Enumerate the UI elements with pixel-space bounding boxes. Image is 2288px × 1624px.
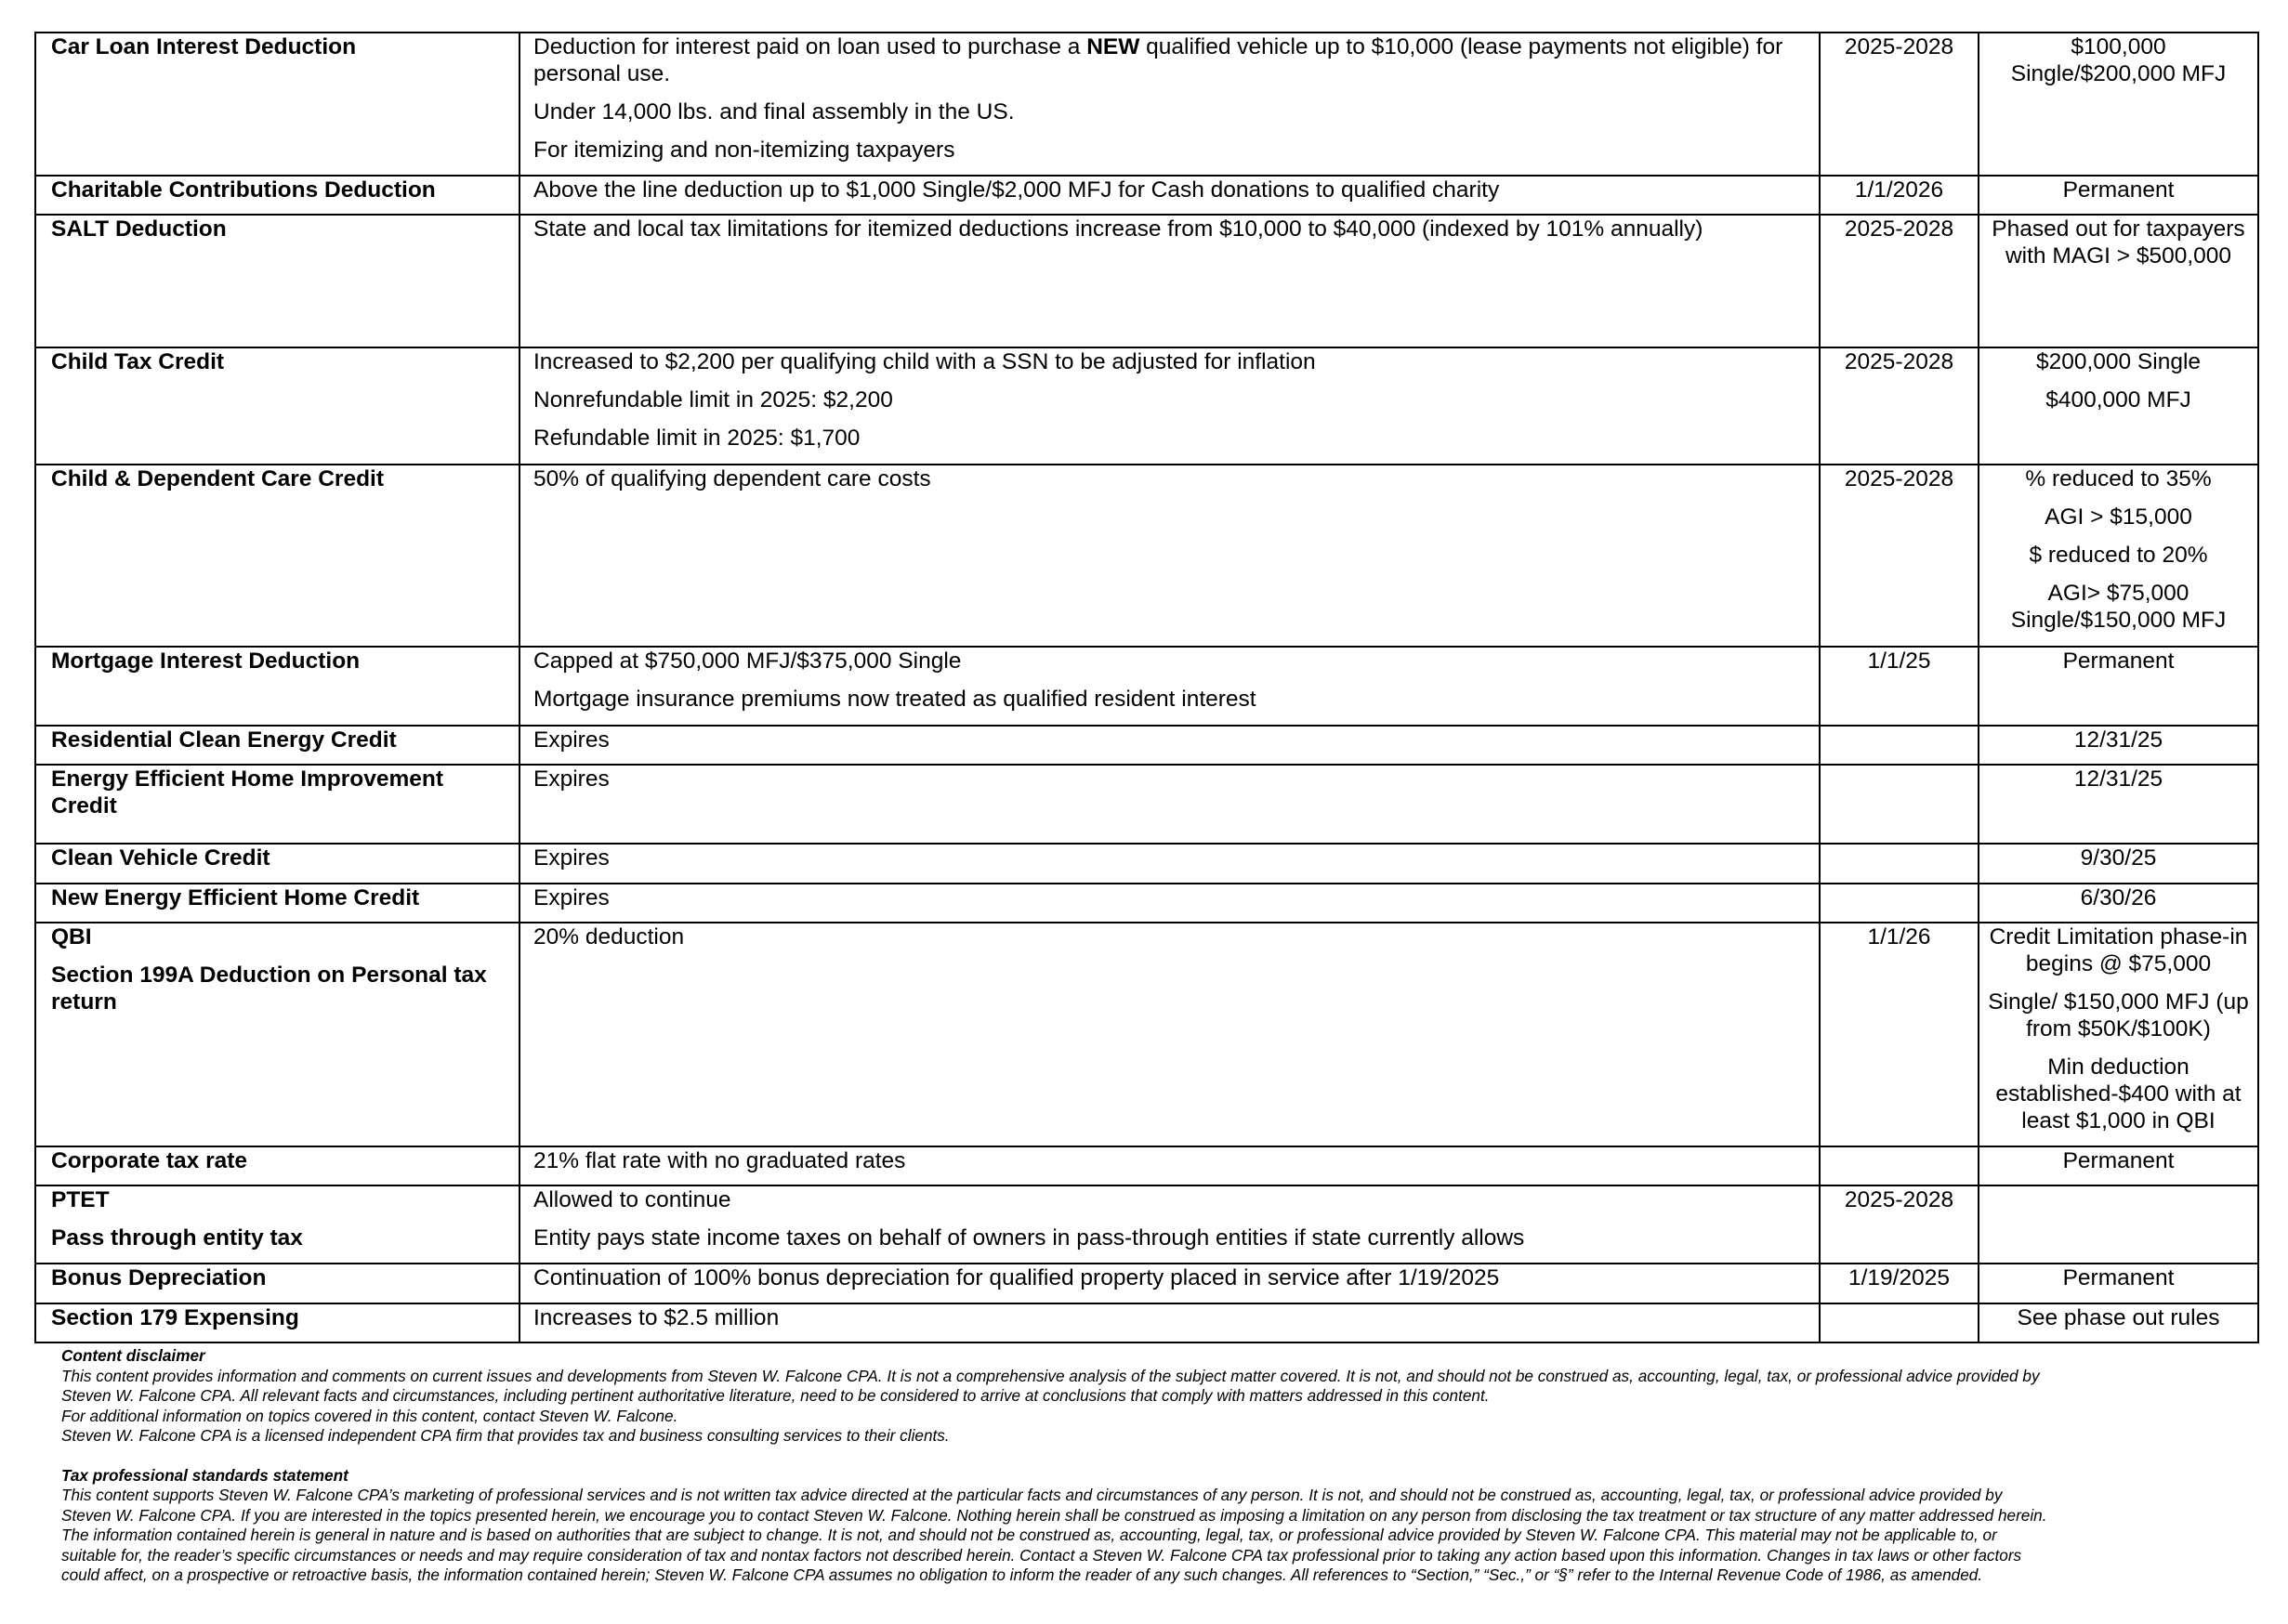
provision-name-cell xyxy=(35,347,519,465)
provision-name-cell xyxy=(35,1264,519,1303)
provision-name-text: Child & Dependent Care Credit xyxy=(51,466,385,491)
table-row xyxy=(35,176,2258,215)
tax-provisions-table xyxy=(34,32,2259,1343)
provision-description-text xyxy=(533,33,1806,87)
provision-description-text: Above the line deduction up to $1,000 Single/$2,000 MFJ for Cash donations to qualified charity xyxy=(533,177,1500,203)
footer xyxy=(61,1346,2245,1586)
table-row xyxy=(35,765,2258,844)
provision-name-text: Car Loan Interest Deduction xyxy=(51,34,357,59)
provision-description-cell xyxy=(519,726,1820,765)
standards-line: This content supports Steven W. Falcone CPA’s marketing of professional services and is not written tax advice directed at the particular facts and circumstances of any person. It is not, and should not be construed as, accounting, legal, tax, or professional advice provided by xyxy=(61,1486,2003,1504)
provision-limit-text: Permanent xyxy=(2062,1148,2175,1173)
provision-name-cell xyxy=(35,765,519,844)
provision-effective-date-text: 2025-2028 xyxy=(1844,466,1954,491)
provision-limit-cell xyxy=(1979,176,2258,215)
provision-limit-text: 6/30/26 xyxy=(2080,885,2157,910)
provision-limit-cell xyxy=(1979,33,2258,176)
provision-name-text: Section 179 Expensing xyxy=(51,1305,299,1330)
provision-effective-date-text: 1/19/2025 xyxy=(1848,1265,1950,1290)
provision-limit-cell xyxy=(1979,884,2258,923)
provision-description-cell xyxy=(519,884,1820,923)
provision-name-text: Clean Vehicle Credit xyxy=(51,845,270,871)
provision-effective-date-cell xyxy=(1820,923,1979,1146)
provision-name-text: PTET xyxy=(51,1187,110,1212)
provision-effective-date-cell xyxy=(1820,347,1979,465)
provision-limit-cell xyxy=(1979,765,2258,844)
provision-limit-text: Permanent xyxy=(2062,648,2175,674)
standards-line: could affect, on a prospective or retroactive basis, the information contained herein; Steven W. Falcone CPA assumes no obligation to inform the reader of any such changes. All references to “Section,” “Sec.,” or “§” refer to the Internal Revenue Code of 1986, as amended. xyxy=(61,1565,1983,1584)
provision-name-cell xyxy=(35,1185,519,1264)
provision-description-cell xyxy=(519,1146,1820,1185)
provision-description-text: Expires xyxy=(533,845,610,871)
provision-limit-text: See phase out rules xyxy=(2017,1305,2220,1330)
provision-name-text: SALT Deduction xyxy=(51,216,227,242)
provision-limit-text: AGI > $15,000 xyxy=(2045,504,2192,530)
provision-name-text: Child Tax Credit xyxy=(51,349,225,374)
provision-name-cell xyxy=(35,844,519,884)
provision-effective-date-text: 1/1/2026 xyxy=(1854,177,1944,203)
provision-description-text: Entity pays state income taxes on behalf of owners in pass-through entities if state currently allows xyxy=(533,1225,1525,1251)
provision-limit-cell xyxy=(1979,1264,2258,1303)
provision-name-text: Charitable Contributions Deduction xyxy=(51,177,436,203)
provision-description-text: Expires xyxy=(533,766,610,792)
provision-limit-text: Permanent xyxy=(2062,177,2175,203)
table-row xyxy=(35,1303,2258,1342)
provision-effective-date-text: 2025-2028 xyxy=(1844,34,1954,59)
tax-standards-statement xyxy=(61,1466,2245,1586)
table-row xyxy=(35,465,2258,647)
provision-description-text: 50% of qualifying dependent care costs xyxy=(533,466,931,491)
table-row xyxy=(35,726,2258,765)
provision-effective-date-text: 2025-2028 xyxy=(1844,216,1954,242)
provision-name-cell xyxy=(35,465,519,647)
provision-name-cell xyxy=(35,647,519,726)
provision-effective-date-cell xyxy=(1820,215,1979,347)
provision-name-cell xyxy=(35,33,519,176)
provision-limit-cell xyxy=(1979,647,2258,726)
provision-effective-date-text: 1/1/25 xyxy=(1867,648,1931,674)
provision-description-text: 21% flat rate with no graduated rates xyxy=(533,1148,906,1173)
provision-limit-text: $100,000 Single/$200,000 MFJ xyxy=(2010,34,2227,86)
table-row xyxy=(35,1264,2258,1303)
provision-effective-date-text: 1/1/26 xyxy=(1867,924,1931,950)
provision-description-cell xyxy=(519,33,1820,176)
provision-description-cell xyxy=(519,347,1820,465)
provision-effective-date-cell xyxy=(1820,647,1979,726)
provision-name-cell xyxy=(35,1303,519,1342)
provision-limit-text: AGI> $75,000 Single/$150,000 MFJ xyxy=(2010,581,2227,633)
table-row xyxy=(35,347,2258,465)
provision-limit-cell xyxy=(1979,1185,2258,1264)
provision-name-text: QBI xyxy=(51,924,92,950)
provision-description-text: Expires xyxy=(533,885,610,910)
provision-limit-cell xyxy=(1979,215,2258,347)
provision-description-text: Refundable limit in 2025: $1,700 xyxy=(533,426,861,451)
provision-description-text: Mortgage insurance premiums now treated as qualified resident interest xyxy=(533,687,1256,712)
provision-name-cell xyxy=(35,884,519,923)
provision-name-text: Mortgage Interest Deduction xyxy=(51,648,361,674)
table-row xyxy=(35,33,2258,176)
provision-effective-date-cell xyxy=(1820,1146,1979,1185)
provision-description-cell xyxy=(519,765,1820,844)
provision-effective-date-cell xyxy=(1820,765,1979,844)
provision-description-text: Increases to $2.5 million xyxy=(533,1305,780,1330)
description-emphasis: NEW xyxy=(1086,34,1140,59)
provision-effective-date-cell xyxy=(1820,1185,1979,1264)
tax-provisions-table-body xyxy=(35,33,2258,1342)
provision-name-cell xyxy=(35,726,519,765)
provision-description-text: Continuation of 100% bonus depreciation for qualified property placed in service after 1/19/2025 xyxy=(533,1265,1500,1290)
provision-description-cell xyxy=(519,647,1820,726)
table-row xyxy=(35,884,2258,923)
standards-line: suitable for, the reader’s specific circumstances or needs and may require consideration of tax and nontax factors not described herein. Contact a Steven W. Falcone CPA tax professional prior to taking any action based upon this information. Changes in tax laws or other factors xyxy=(61,1545,2022,1565)
standards-line: The information contained herein is general in nature and is based on authorities that are subject to change. It is not, and should not be construed as, accounting, legal, tax, or professional advice provided by Steven W. Falcone CPA. This material may not be applicable to, or xyxy=(61,1526,1997,1544)
provision-name-text: Corporate tax rate xyxy=(51,1148,248,1173)
provision-limit-cell xyxy=(1979,347,2258,465)
provision-limit-text: 12/31/25 xyxy=(2073,766,2163,792)
disclaimer-title: Content disclaimer xyxy=(61,1346,205,1365)
table-row xyxy=(35,647,2258,726)
provision-name-cell xyxy=(35,176,519,215)
provision-description-text: 20% deduction xyxy=(533,924,685,950)
provision-description-text: For itemizing and non-itemizing taxpayers xyxy=(533,138,955,163)
provision-limit-cell xyxy=(1979,726,2258,765)
content-disclaimer xyxy=(61,1346,2245,1447)
provision-limit-cell xyxy=(1979,1303,2258,1342)
standards-title: Tax professional standards statement xyxy=(61,1465,348,1485)
provision-name-cell xyxy=(35,1146,519,1185)
provision-limit-text: 12/31/25 xyxy=(2073,727,2163,753)
provision-description-text: Allowed to continue xyxy=(533,1187,731,1212)
table-row xyxy=(35,923,2258,1146)
provision-effective-date-text: 2025-2028 xyxy=(1844,1187,1954,1212)
disclaimer-line: Steven W. Falcone CPA. All relevant facts and circumstances, including pertinent authoritative literature, need to be considered to arrive at conclusions that comply with matters addressed in this content. xyxy=(61,1386,1490,1405)
disclaimer-line: Steven W. Falcone CPA is a licensed independent CPA firm that provides tax and business consulting services to their clients. xyxy=(61,1426,950,1445)
provision-description-cell xyxy=(519,923,1820,1146)
provision-limit-cell xyxy=(1979,844,2258,884)
provision-name-text: New Energy Efficient Home Credit xyxy=(51,885,420,910)
provision-effective-date-cell xyxy=(1820,844,1979,884)
provision-effective-date-text: 2025-2028 xyxy=(1844,349,1954,374)
provision-limit-text: $200,000 Single xyxy=(2035,349,2202,374)
provision-name-cell xyxy=(35,923,519,1146)
provision-limit-text: Credit Limitation phase-in begins @ $75,000 xyxy=(1989,924,2248,976)
table-row xyxy=(35,215,2258,347)
provision-description-cell xyxy=(519,176,1820,215)
provision-description-cell xyxy=(519,1264,1820,1303)
table-row xyxy=(35,1185,2258,1264)
provision-description-text: State and local tax limitations for itemized deductions increase from $10,000 to $40,000 (indexed by 101% annually) xyxy=(533,216,1703,242)
standards-line: Steven W. Falcone CPA. If you are interested in the topics presented herein, we encourage you to contact Steven W. Falcone. Nothing herein shall be construed as imposing a limitation on any person from disclosing the tax treatment or tax structure of any matter addressed herein. xyxy=(61,1505,2047,1525)
provision-limit-cell xyxy=(1979,923,2258,1146)
provision-description-cell xyxy=(519,844,1820,884)
disclaimer-line: This content provides information and comments on current issues and developments from Steven W. Falcone CPA. It is not a comprehensive analysis of the subject matter covered. It is not, and should not be construed as, accounting, legal, tax, or professional advice provided by xyxy=(61,1366,2040,1385)
table-row xyxy=(35,1146,2258,1185)
provision-effective-date-cell xyxy=(1820,1303,1979,1342)
provision-name-text: Pass through entity tax xyxy=(51,1225,303,1251)
provision-effective-date-cell xyxy=(1820,884,1979,923)
provision-limit-cell xyxy=(1979,1146,2258,1185)
provision-description-text: Expires xyxy=(533,727,610,753)
description-text-segment: Deduction for interest paid on loan used to purchase a xyxy=(533,34,1087,59)
provision-limit-text: Single/ $150,000 MFJ (up from $50K/$100K) xyxy=(1988,989,2249,1041)
provision-limit-cell xyxy=(1979,465,2258,647)
disclaimer-line: For additional information on topics covered in this content, contact Steven W. Falcone. xyxy=(61,1406,678,1425)
provision-effective-date-cell xyxy=(1820,176,1979,215)
provision-effective-date-cell xyxy=(1820,726,1979,765)
provision-limit-text: Phased out for taxpayers with MAGI > $500,000 xyxy=(1992,216,2245,268)
table-row xyxy=(35,844,2258,884)
provision-limit-text: $400,000 MFJ xyxy=(2045,387,2191,413)
provision-limit-text: % reduced to 35% xyxy=(2025,466,2212,491)
provision-limit-text: $ reduced to 20% xyxy=(2029,543,2208,568)
provision-description-cell xyxy=(519,1185,1820,1264)
provision-description-text: Increased to $2,200 per qualifying child with a SSN to be adjusted for inflation xyxy=(533,349,1316,374)
description-text-segment: qualified vehicle up to $10,000 (lease payments not eligible) for personal use. xyxy=(533,34,1783,86)
provision-name-text: Section 199A Deduction on Personal tax return xyxy=(51,963,487,1015)
provision-effective-date-cell xyxy=(1820,33,1979,176)
provision-name-cell xyxy=(35,215,519,347)
provision-name-text: Bonus Depreciation xyxy=(51,1265,267,1290)
provision-description-cell xyxy=(519,1303,1820,1342)
provision-name-text: Residential Clean Energy Credit xyxy=(51,727,397,753)
provision-description-text: Capped at $750,000 MFJ/$375,000 Single xyxy=(533,648,962,674)
provision-description-text: Under 14,000 lbs. and final assembly in the US. xyxy=(533,99,1015,124)
provision-effective-date-cell xyxy=(1820,1264,1979,1303)
provision-limit-text: 9/30/25 xyxy=(2080,845,2157,871)
provision-description-cell xyxy=(519,465,1820,647)
provision-description-cell xyxy=(519,215,1820,347)
provision-name-text: Energy Efficient Home Improvement Credit xyxy=(51,766,444,819)
provision-limit-text: Min deduction established-$400 with at least $1,000 in QBI xyxy=(1995,1054,2242,1133)
provision-description-text: Nonrefundable limit in 2025: $2,200 xyxy=(533,387,893,413)
provision-limit-text: Permanent xyxy=(2062,1265,2175,1290)
provision-effective-date-cell xyxy=(1820,465,1979,647)
